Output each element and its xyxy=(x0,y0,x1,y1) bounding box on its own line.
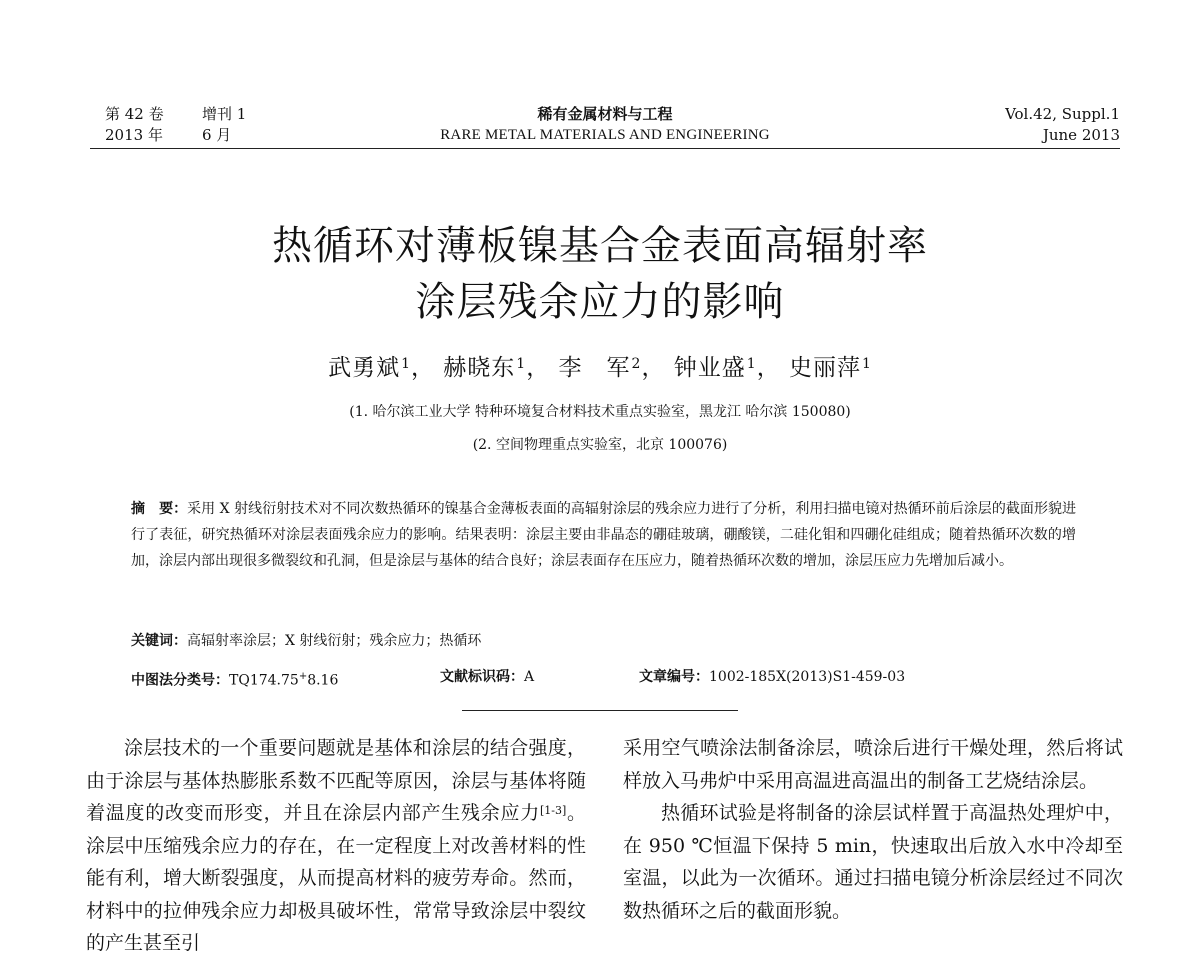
clc-label: 中图法分类号： xyxy=(131,672,229,689)
keywords-label: 关键词： xyxy=(131,633,187,649)
author-affiliation-mark: 2 xyxy=(631,356,642,372)
clc-value: TQ174.75 xyxy=(229,672,299,689)
body-column-right xyxy=(623,732,1123,927)
author-separator: ， xyxy=(641,355,666,381)
header-vol-en-block xyxy=(1005,104,1120,146)
header-volume: 第 42 卷 xyxy=(105,105,164,123)
article-number-value: 1002-185X(2013)S1-459-03 xyxy=(709,669,906,685)
citation-ref: [1-3] xyxy=(539,804,567,817)
paper-title xyxy=(0,218,1200,330)
body-column-left xyxy=(86,732,586,960)
author-list xyxy=(0,352,1200,384)
author-name: 史丽萍 xyxy=(789,355,861,381)
author-affiliation-mark: 1 xyxy=(516,356,527,372)
clc-sup: + xyxy=(298,671,308,682)
author-separator: ， xyxy=(410,355,435,381)
author-name: 李 军 xyxy=(558,355,631,381)
article-number-label: 文章编号： xyxy=(639,669,709,685)
author-affiliation-mark: 1 xyxy=(862,356,872,372)
body-paragraph: 采用空气喷涂法制备涂层，喷涂后进行干燥处理，然后将试样放入马弗炉中采用高温进高温出的制备工艺烧结涂层。 xyxy=(623,737,1123,792)
journal-name-cn: 稀有金属材料与工程 xyxy=(537,105,673,123)
abstract-rule xyxy=(462,710,738,711)
doc-code-label: 文献标识码： xyxy=(440,669,524,685)
author-name: 钟业盛 xyxy=(673,355,746,381)
title-line-1: 热循环对薄板镍基合金表面高辐射率 xyxy=(272,223,928,269)
author-name: 武勇斌 xyxy=(328,355,401,381)
header-year: 2013 年 xyxy=(105,126,163,144)
header-issue: 增刊 1 xyxy=(202,105,247,123)
document-code xyxy=(440,664,534,690)
abstract xyxy=(131,496,1076,574)
body-paragraph xyxy=(86,732,586,960)
clc-number xyxy=(131,664,338,694)
header-journal-block xyxy=(90,104,1120,146)
affiliation-2: (2. 空间物理重点实验室，北京 100076) xyxy=(472,437,728,453)
author-separator: ， xyxy=(526,355,551,381)
intro-text-b: 。涂层中压缩残余应力的存在，在一定程度上对改善材料的性能有利，增大断裂强度，从而提高材料的疲劳寿命。然而，材料中的拉伸残余应力却极具破坏性，常常导致涂层中裂纹的产生甚至引 xyxy=(86,802,586,954)
article-number xyxy=(639,664,905,690)
intro-text-a: 涂层技术的一个重要问题就是基体和涂层的结合强度，由于涂层与基体热膨胀系数不匹配等原因，涂层与基体将随着温度的改变而形变，并且在涂层内部产生残余应力 xyxy=(86,737,586,824)
author-separator: ， xyxy=(756,355,781,381)
doc-code-value: A xyxy=(524,669,535,685)
header-rule xyxy=(90,148,1120,149)
keywords-text: 高辐射率涂层；X 射线衍射；残余应力；热循环 xyxy=(187,633,482,649)
running-header xyxy=(90,104,1120,148)
journal-name-en: RARE METAL MATERIALS AND ENGINEERING xyxy=(440,127,770,143)
author-affiliation-mark: 1 xyxy=(746,356,757,372)
body-paragraph: 热循环试验是将制备的涂层试样置于高温热处理炉中，在 950 ℃恒温下保持 5 min，快速取出后放入水中冷却至室温，以此为一次循环。通过扫描电镜分析涂层经过不同次数热循环之后的截面形貌。 xyxy=(623,802,1123,922)
classification-row xyxy=(131,664,1076,690)
header-date-en: June 2013 xyxy=(1042,126,1120,144)
author-name: 赫晓东 xyxy=(443,355,516,381)
abstract-text: 采用 X 射线衍射技术对不同次数热循环的镍基合金薄板表面的高辐射涂层的残余应力进行了分析，利用扫描电镜对热循环前后涂层的截面形貌进行了表征，研究热循环对涂层表面残余应力的影响。结果表明：涂层主要由非晶态的硼硅玻璃，硼酸镁，二硅化钼和四硼化硅组成；随着热循环次数的增加，涂层内部出现很多微裂纹和孔洞，但是涂层与基体的结合良好；涂层表面存在压应力，随着热循环次数的增加，涂层压应力先增加后减小。 xyxy=(131,501,1077,569)
keywords xyxy=(131,628,481,654)
header-month: 6 月 xyxy=(202,126,232,144)
author-affiliation-mark: 1 xyxy=(401,356,411,372)
header-vol-en: Vol.42, Suppl.1 xyxy=(1005,105,1120,123)
clc-tail: 8.16 xyxy=(307,672,339,689)
affiliation-1: (1. 哈尔滨工业大学 特种环境复合材料技术重点实验室，黑龙江 哈尔滨 150080) xyxy=(349,404,851,420)
abstract-label: 摘 要： xyxy=(131,501,188,517)
title-line-2: 涂层残余应力的影响 xyxy=(415,279,785,325)
